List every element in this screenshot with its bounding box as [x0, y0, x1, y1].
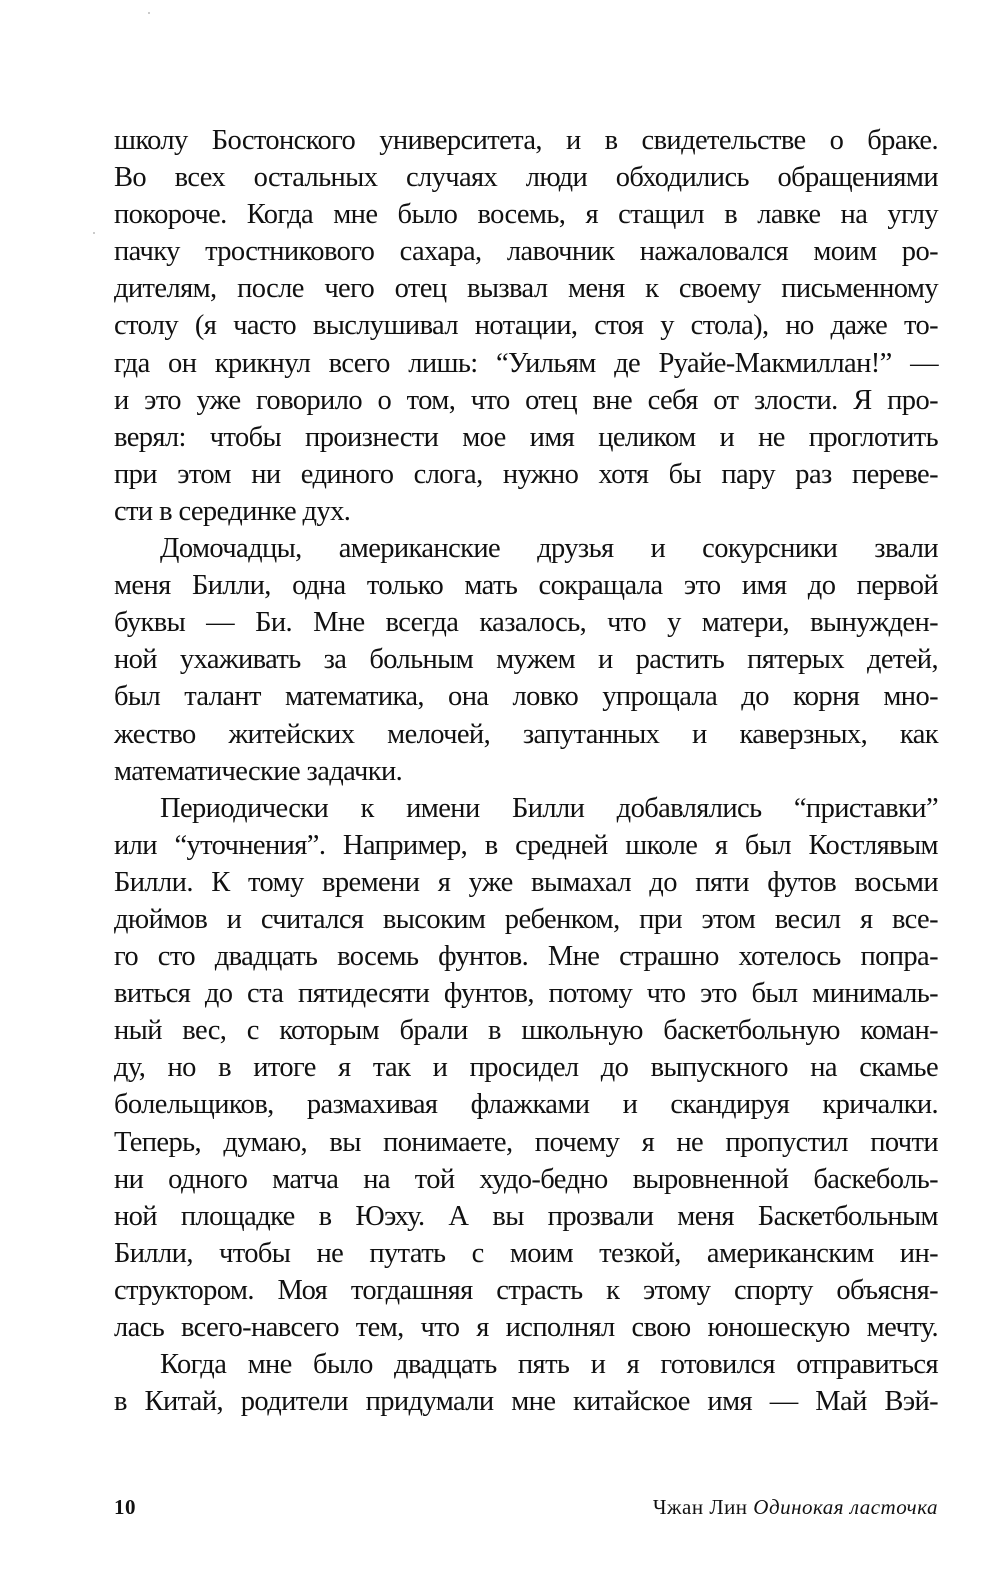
text-line: структором. Моя тогдашняя страсть к этому спорту объясня-: [114, 1274, 938, 1306]
text-line: гда он крикнул всего лишь: “Уильям де Руайе-Макмиллан!” —: [114, 347, 938, 379]
text-line: школу Бостонского университета, и в свидетельстве о браке.: [114, 125, 938, 156]
text-line: Периодически к имени Билли добавлялись “приставки”: [160, 792, 938, 824]
text-line: ный вес, с которым брали в школьную баскетбольную коман-: [114, 1015, 938, 1047]
text-line: Теперь, думаю, вы понимаете, почему я не пропустил почти: [114, 1126, 938, 1158]
text-line: в Китай, родители придумали мне китайское имя — Май Вэй-: [114, 1386, 938, 1418]
text-line: го сто двадцать восемь фунтов. Мне страшно хотелось попра-: [114, 941, 938, 973]
text-line: или “уточнения”. Например, в средней школе я был Костлявым: [114, 829, 938, 861]
text-line: покороче. Когда мне было восемь, я стащил в лавке на углу: [114, 199, 938, 231]
text-line: ни одного матча на той худо-бедно выровненной баскеболь-: [114, 1163, 938, 1195]
text-line: ной ухаживать за больным мужем и растить пятерых детей,: [114, 644, 938, 676]
page-footer: [114, 1492, 938, 1522]
text-line: болельщиков, размахивая флажками и скандируя кричалки.: [114, 1089, 938, 1121]
text-line: виться до ста пятидесяти фунтов, потому что это был минималь-: [114, 978, 938, 1010]
text-line: и это уже говорило о том, что отец вне себя от злости. Я про-: [114, 384, 938, 416]
text-line: лась всего-навсего тем, что я исполнял свою юношескую мечту.: [114, 1312, 938, 1343]
text-line: ной площадке в Юэху. А вы прозвали меня Баскетбольным: [114, 1200, 938, 1232]
text-line: ду, но в итоге я так и просидел до выпускного на скамье: [114, 1052, 938, 1084]
running-head: [653, 1492, 938, 1522]
running-head-author: Чжан Лин: [652, 1495, 748, 1519]
scan-speck: [148, 12, 150, 14]
text-line: Во всех остальных случаях люди обходились обращениями: [114, 162, 938, 194]
text-line: верял: чтобы произнести мое имя целиком и не проглотить: [114, 421, 938, 453]
text-line: меня Билли, одна только мать сокращала это имя до первой: [114, 570, 938, 602]
text-line: столу (я часто выслушивал нотации, стоя у стола), но даже то-: [114, 310, 938, 342]
text-line: Билли. К тому времени я уже вымахал до пяти футов восьми: [114, 866, 938, 898]
text-line: сти в серединке дух.: [114, 495, 351, 527]
text-line: Домочадцы, американские друзья и сокурсники звали: [160, 533, 938, 565]
text-line: пачку тростникового сахара, лавочник нажаловался моим ро-: [114, 236, 938, 268]
text-line: при этом ни единого слога, нужно хотя бы пару раз переве-: [114, 458, 938, 490]
text-line: был талант математика, она ловко упрощала до корня мно-: [114, 681, 938, 713]
text-line: дителям, после чего отец вызвал меня к своему письменному: [114, 273, 938, 305]
page-number: 10: [114, 1495, 136, 1519]
text-line: математические задачки.: [114, 755, 403, 787]
page-body-text: [114, 122, 938, 1420]
text-line: буквы — Би. Мне всегда казалось, что у матери, вынужден-: [114, 607, 938, 639]
text-line: жество житейских мелочей, запутанных и каверзных, как: [114, 718, 938, 750]
running-head-book-title: Одинокая ласточка: [753, 1495, 938, 1519]
text-line: Билли, чтобы не путать с моим тезкой, американским ин-: [114, 1237, 938, 1269]
text-line: Когда мне было двадцать пять и я готовился отправиться: [160, 1349, 938, 1381]
text-line: дюймов и считался высоким ребенком, при этом весил я все-: [114, 903, 938, 935]
scan-speck: [93, 232, 95, 234]
